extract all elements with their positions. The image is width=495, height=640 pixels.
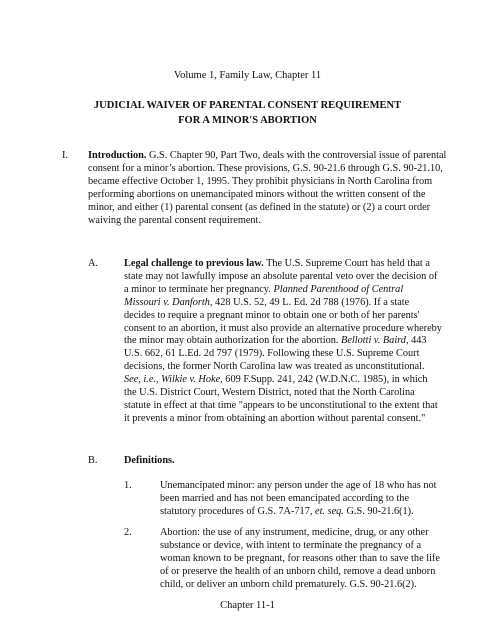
case-citation-bellotti: Bellotti v. Baird, [341, 335, 409, 347]
page-footer: Chapter 11-1 [220, 600, 275, 611]
definition-2-number: 2. [124, 527, 132, 538]
running-header: Volume 1, Family Law, Chapter 11 [173, 70, 322, 81]
case-citation-danforth: Planned Parenthood of Central Missouri v. Danforth, [124, 283, 404, 308]
document-title [0, 98, 495, 128]
definition-2-paragraph: Abortion: the use of any instrument, medicine, drug, or any other substance or device, with intent to terminate the pregnancy of a woman known to be pregnant, for reasons other than to save the life of or preserve the health of an unborn child, remove a dead unborn child, or deliver an unborn child prematurely. G.S. 90-21.6(2). [160, 527, 440, 590]
section-i-paragraph [88, 150, 448, 227]
section-a-text-1: The U.S. Supreme Court has held that a state may not lawfully impose an absolute parental veto over the decision of a minor to terminate her pregnancy. [124, 258, 438, 295]
definition-1-number: 1. [124, 480, 132, 491]
case-citation-wilkie: See, i.e., Wilkie v. Hoke [124, 374, 221, 386]
section-a-letter: A. [88, 258, 99, 269]
section-b-letter: B. [88, 455, 98, 466]
definition-1-text-1: Unemancipated minor: any person under the age of 18 who has not been married and has not been emancipated according to the statutory procedures of G.S. 7A-717, [160, 480, 437, 517]
section-a-text-3: 443 U.S. 662, 61 L.Ed. 2d 797 (1979). Following these U.S. Supreme Court decisions, the former North Carolina law was treated as unconstitutional. [124, 335, 427, 373]
section-a-paragraph [124, 258, 442, 426]
definition-1-text-2: G.S. 90-21.6(1). [343, 505, 414, 517]
section-i-number: I. [62, 150, 69, 161]
section-a-heading: Legal challenge to previous law. [124, 258, 264, 269]
section-i-heading: Introduction. [88, 150, 147, 161]
definition-1-et-seq: et. seq. [315, 505, 344, 517]
section-a-text-2: 428 U.S. 52, 49 L. Ed. 2d 788 (1976). If a state decides to require a pregnant minor to obtain one or both of her parents' consent to an abortion, it must also provide an alternative procedure whereby the minor may obtain authorization for the abortion. [124, 296, 442, 347]
definition-1-paragraph [160, 480, 442, 519]
title-line-2: FOR A MINOR'S ABORTION [178, 115, 317, 126]
section-i-text: G.S. Chapter 90, Part Two, deals with the controversial issue of parental consent for a minor’s abortion. These provisions, G.S. 90-21.6 through G.S. 90-21.10, became effective October 1, 1995. They prohibit physicians in North Carolina from performing abortions on unemancipated minors without the written consent of the minor, and either (1) parental consent (as defined in the statute) or (2) a court order waiving the parental consent requirement. [88, 150, 447, 226]
section-a-text-4: , 609 F.Supp. 241, 242 (W.D.N.C. 1985), in which the U.S. District Court, Western District, noted that the North Carolina statute in effect at that time "appears to be unconstitutional to the extent that it prevents a minor from obtaining an abortion without parental consent." [124, 374, 438, 424]
section-b-heading: Definitions. [124, 455, 175, 466]
title-line-1: JUDICIAL WAIVER OF PARENTAL CONSENT REQUIREMENT [93, 100, 402, 111]
